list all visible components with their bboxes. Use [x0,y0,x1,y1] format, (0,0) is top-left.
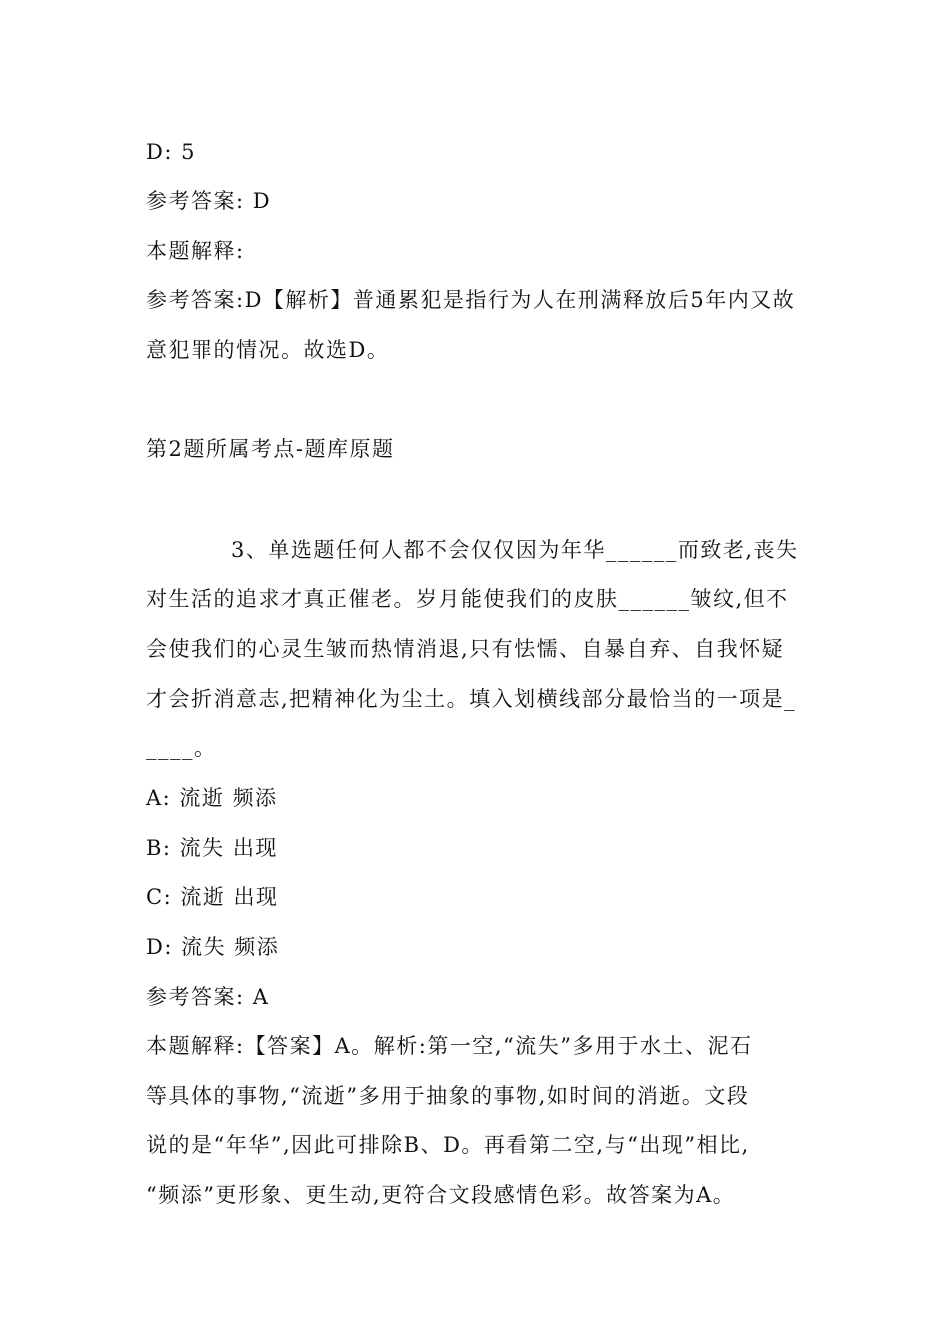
option-a: A: 流逝 频添 [146,786,278,810]
option-d: D: 流失 频添 [146,935,280,959]
explanation-label-prev: 本题解释: [146,239,245,263]
option-c: C: 流逝 出现 [146,885,279,909]
question-text-5: ____。 [146,736,217,760]
question-text-3: 会使我们的心灵生皱而热情消退,只有怯懦、自暴自弃、自我怀疑 [146,637,785,661]
explanation-text-4: “频添”更形象、更生动,更符合文段感情色彩。故答案为A。 [146,1183,736,1207]
option-b: B: 流失 出现 [146,836,278,860]
explanation-text-2: 等具体的事物,“流逝”多用于抽象的事物,如时间的消逝。文段 [146,1084,750,1108]
option-d-prev: D: 5 [146,140,196,164]
question-text-1: 3、单选题任何人都不会仅仅因为年华______而致老,丧失 [231,538,799,562]
question-text-2: 对生活的追求才真正催老。岁月能使我们的皮肤______皱纹,但不 [146,587,789,611]
explanation-text-1: 本题解释:【答案】A。解析:第一空,“流失”多用于水土、泥石 [146,1034,753,1058]
explanation-text-prev-2: 意犯罪的情况。故选D。 [146,338,390,362]
question-topic-heading: 第2题所属考点-题库原题 [146,437,395,461]
reference-answer: 参考答案: A [146,985,270,1009]
explanation-text-prev-1: 参考答案:D【解析】普通累犯是指行为人在刑满释放后5年内又故 [146,288,796,312]
explanation-text-3: 说的是“年华”,因此可排除B、D。再看第二空,与“出现”相比, [146,1133,750,1157]
question-text-4: 才会折消意志,把精神化为尘土。填入划横线部分最恰当的一项是_ [146,687,797,711]
reference-answer-prev: 参考答案: D [146,189,272,213]
